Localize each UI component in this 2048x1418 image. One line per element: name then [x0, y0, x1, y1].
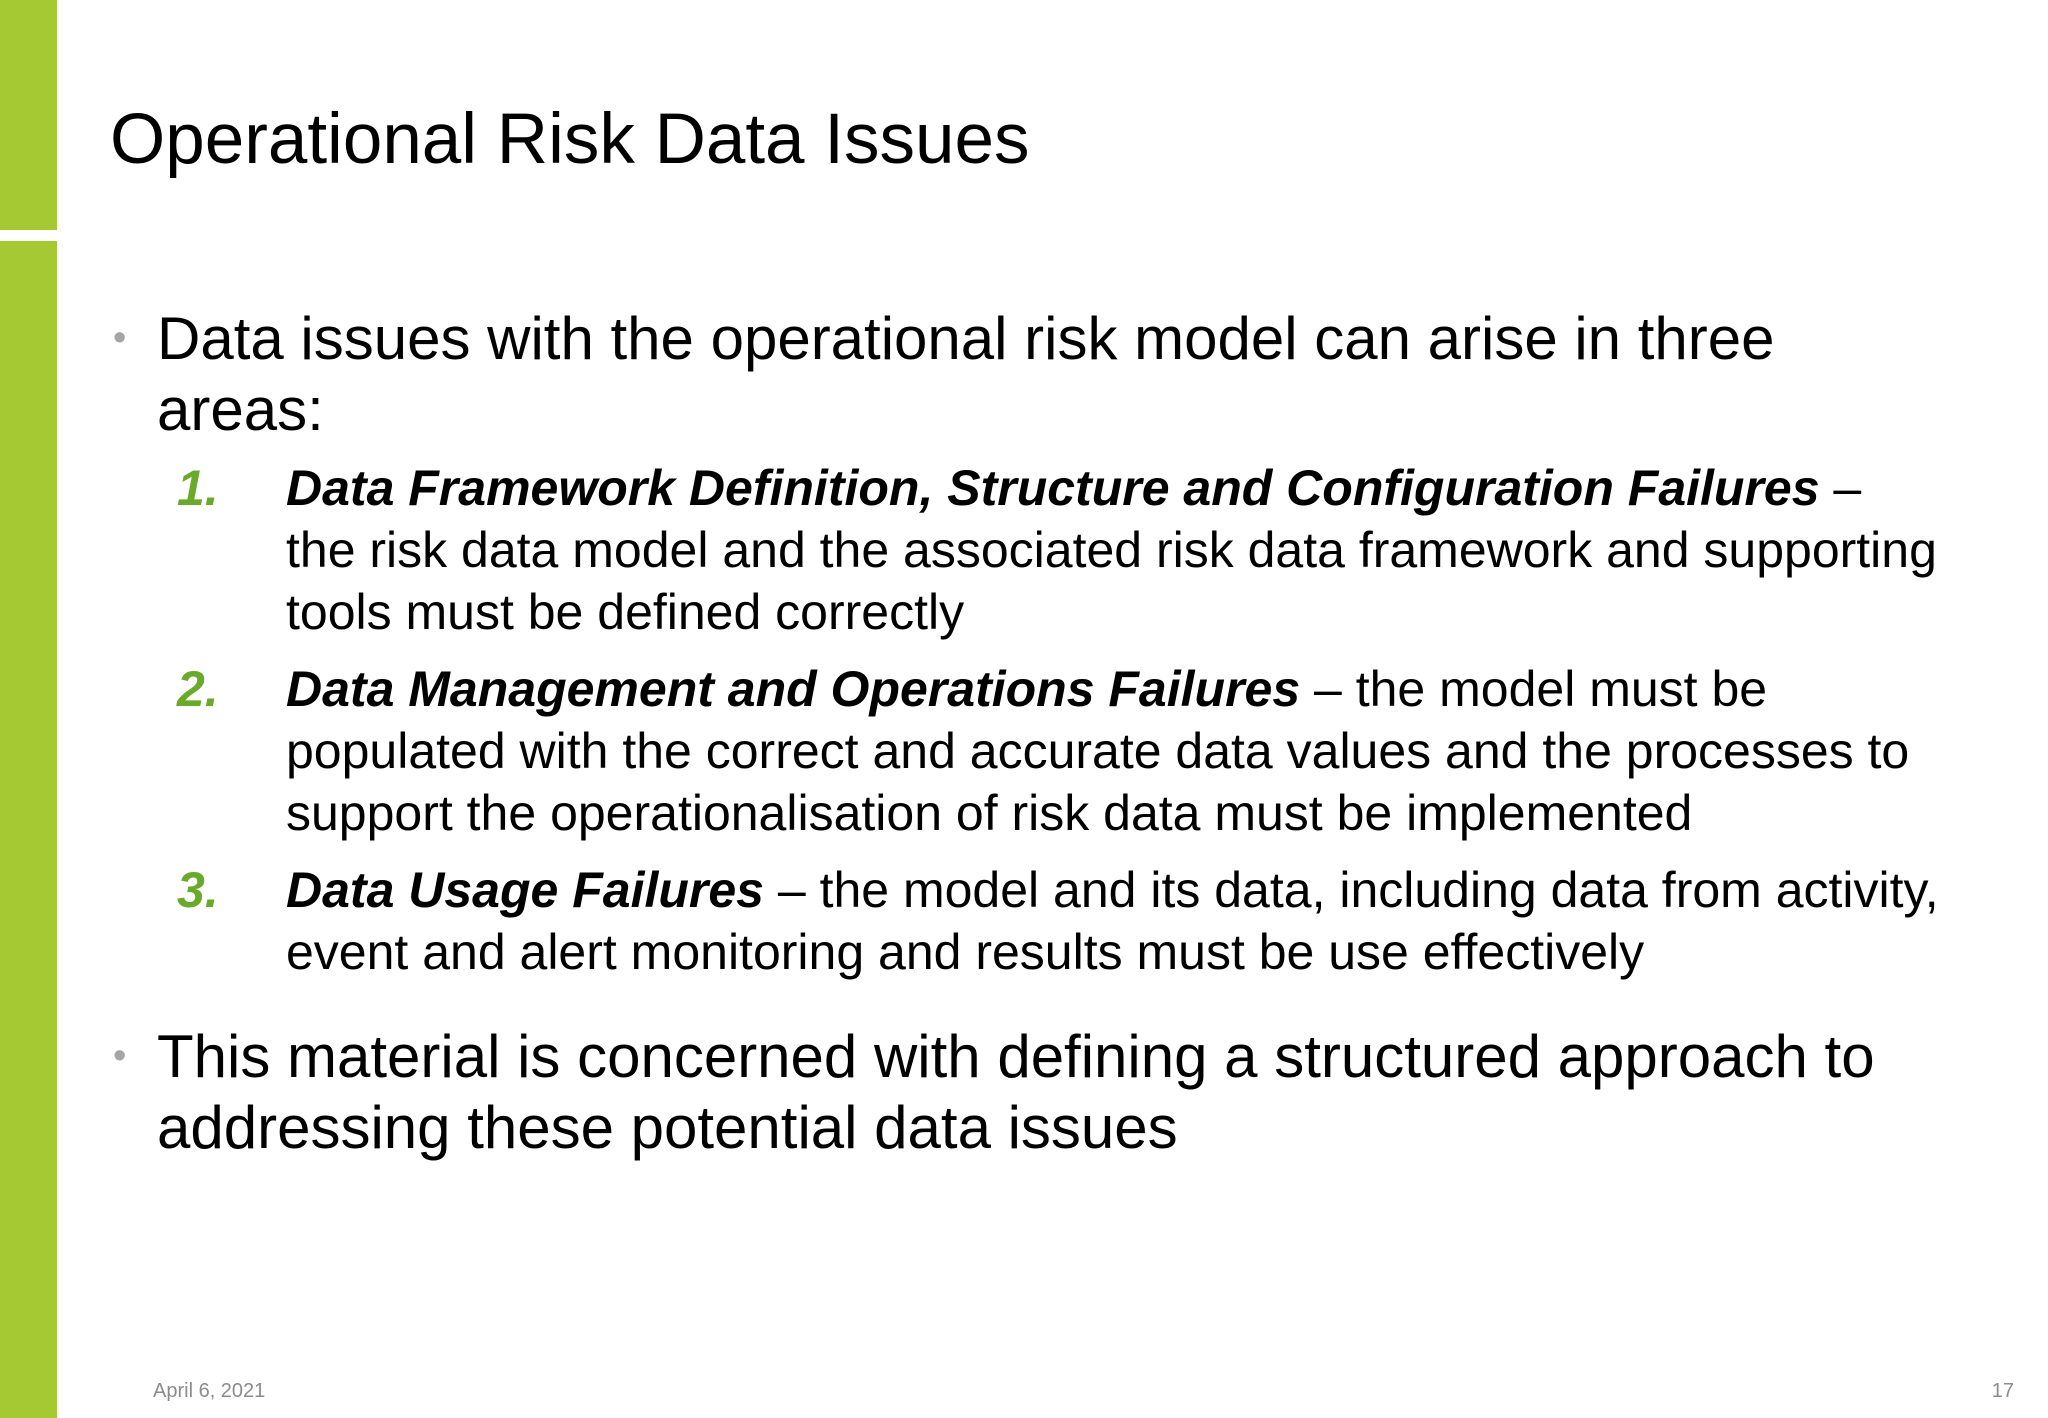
- list-item-heading: Data Usage Failures: [286, 862, 764, 918]
- list-item-text: – the model and its data, including data from activity, event and alert monitoring and results must be use effectively: [286, 862, 1939, 980]
- accent-bar-top: [0, 0, 57, 230]
- page-number: 17: [1991, 1380, 2014, 1402]
- list-item-area-2: [110, 658, 1940, 844]
- list-item-area-3: [110, 859, 1940, 983]
- numbered-list: [110, 457, 1940, 983]
- list-number: 2.: [177, 661, 219, 717]
- bullet-icon: •: [113, 1035, 127, 1077]
- slide-title: Operational Risk Data Issues: [110, 100, 1030, 179]
- bullet-icon: •: [113, 317, 127, 359]
- bullet-text: Data issues with the operational risk model can arise in three areas:: [157, 305, 1775, 443]
- list-item-area-1: [110, 457, 1940, 643]
- accent-bar-left: [0, 241, 57, 1418]
- list-number: 3.: [177, 862, 219, 918]
- list-item-heading: Data Management and Operations Failures: [286, 661, 1301, 717]
- list-item-heading: Data Framework Definition, Structure and Configuration Failures: [286, 460, 1820, 516]
- slide-body: [110, 303, 1940, 1163]
- footer-date: April 6, 2021: [153, 1380, 266, 1402]
- bullet-text: This material is concerned with defining a structured approach to addressing these potential data issues: [157, 1023, 1875, 1161]
- list-item-text: – the risk data model and the associated risk data framework and supporting tools must be defined correctly: [286, 460, 1937, 640]
- bullet-item-conclusion: [110, 1021, 1940, 1163]
- bullet-item-intro: [110, 303, 1940, 445]
- list-number: 1.: [177, 460, 219, 516]
- list-item-text: – the model must be populated with the correct and accurate data values and the processes to support the operationalisation of risk data must be implemented: [286, 661, 1910, 841]
